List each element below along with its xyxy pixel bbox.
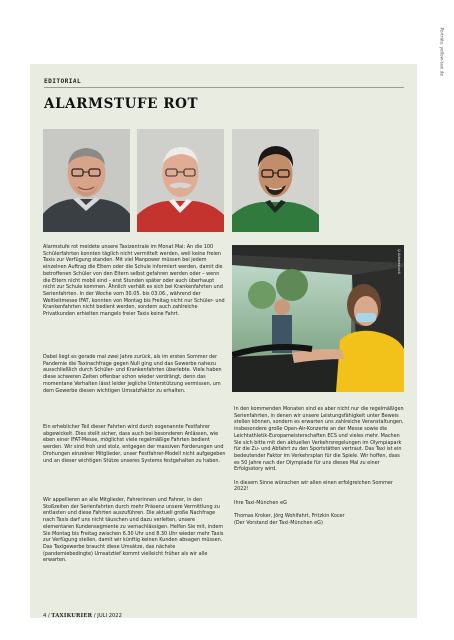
signature-block <box>234 500 406 527</box>
paragraph: Wir appellieren an alle Mitglieder, Fahrerinnen und Fahrer, in den Stoßzeiten der Serienfahrten durch mehr Präsenz unsere Vermittlung zu entlasten und diese Fahrten auszuführen. Die aktuell große Nachfrage nach Taxis darf uns nicht täuschen und dazu verleiten, unsere elementaren Kundensegmente zu vernachlässigen. Helfen Sie mit, indem Sie Montag bis Freitag zwischen 6.30 Uhr und 8.30 Uhr wieder mehr Taxis zur Verfügung stellen, damit wir künftig keinen Kunden absagen müssen. Das Taxigewerbe braucht diese Umsätze, das nächste (pandemiebedingte) Umsatztief kommt vielleicht früher als wir alle erwarten. <box>43 497 224 564</box>
paragraph: Dabei liegt es gerade mal zwei Jahre zurück, als im ersten Sommer der Pandemie die Taxinachfrage gegen Null ging und das Gewerbe nahezu ausschließlich durch Schüler- und Krankenfahrten überlebte. Viele haben diese schweren Zeiten offenbar schon wieder verdrängt, denn das momentane Verhalten lässt leider jegliche Unterstützung vermissen, um dem Gewerbe diesen wichtigen Umsatzfaktor zu erhalten. <box>43 354 222 394</box>
paragraph: In den kommenden Monaten sind es aber nicht nur die regelmäßigen Serienfahrten, in denen wir unsere Leistungsfähigkeit unter Beweis stellen können, sondern es erwarten uns zahlreiche Veranstaltungen, insbesondere große Open-Air-Konzerte an der Messe sowie die Leichtathletik-Europameisterschaften ECS und vieles mehr. Machen Sie sich bitte mit den aktuellen Verkehrsregelungen im Olympiapark für die Zu- und Abfahrt zu den Sportstätten vertraut. Das Taxi ist ein bedeutender Faktor im Verkehrsplan für die Spiele. Wir hoffen, dass es 50 Jahre nach der Olympiade für uns dieses Mal zu einer Erfolgsstory wird. <box>234 406 404 473</box>
portrait-image-2 <box>137 129 224 232</box>
article-column-left-4 <box>43 497 226 571</box>
page-number: 4 / <box>43 613 52 619</box>
paragraph: In diesem Sinne wünschen wir allen einen erfolgreichen Sommer 2022! <box>234 479 393 493</box>
paragraph: Ein erheblicher Teil dieser Fahrten wird durch sogenannte Festfahrer abgewickelt. Dies stellt sicher, dass auch bei besonderen Anlässen, wie eben einer IFAT-Messe, möglichst viele regelmäßige Fahrten bedient werden. Wir sind froh und stolz, entgegen der massiven Forderungen und Drohungen einzelner Mitglieder, unser Festfahrer-Modell nicht aufgegeben und an dieser wichtigen Stütze unseres Systems festgehalten zu haben. <box>43 424 226 464</box>
portrait-image-3 <box>232 129 319 232</box>
signature-role: (Der Vorstand der Taxi-München eG) <box>234 519 323 526</box>
signature-org: Ihre Taxi-München eG <box>234 499 287 506</box>
page-footer <box>43 613 122 619</box>
issue-date: / JULI 2022 <box>92 613 122 619</box>
portrait-image-1 <box>43 129 130 232</box>
side-credit-text: Porträts: yellow-taxi.de <box>439 27 445 76</box>
paragraph: Alarmstufe rot meldete unsere Taxizentrale im Monat Mai: An die 100 Schülerfahrten konnten täglich nicht vermittelt werden, weil keine freien Taxis zur Verfügung standen. Mit viel Manpower müssen bei jedem einzelnen Auftrag die Eltern oder die Schule informiert werden, damit die betroffenen Schüler von den Eltern selbst gefahren werden oder – wenn die Eltern nicht mobil sind – erst Stunden später oder auch überhaupt nicht zur Schule kommen. Ähnlich verhält es sich bei Krankenfahrten und Serienfahrten. In der Woche vom 30.05. bis 03.06., während der Weltleitmesse IFAT, konnten von Montag bis Freitag nicht nur Schüler- und Krankenfahrten nicht bedient werden, sondern auch zahlreiche Privatkunden erhielten mangels freier Taxis keine Fahrt. <box>43 244 225 318</box>
article-column-left-2 <box>43 354 226 401</box>
article-column-left-3 <box>43 424 226 471</box>
article-column-right <box>234 406 406 527</box>
page-title: ALARMSTUFE ROT <box>44 96 199 112</box>
section-kicker: EDITORIAL <box>44 78 82 85</box>
photo-credit: ©Adobestock <box>397 249 401 274</box>
side-credit <box>437 27 447 130</box>
kicker-divider <box>44 87 404 88</box>
article-column-left-1 <box>43 244 226 324</box>
story-image-taxi-passenger <box>232 245 404 392</box>
magazine-name: TAXIKURIER <box>51 613 93 619</box>
signature-names: Thomas Kroker, Jörg Wohlfahrt, Fritzkin Kocer <box>234 513 345 520</box>
